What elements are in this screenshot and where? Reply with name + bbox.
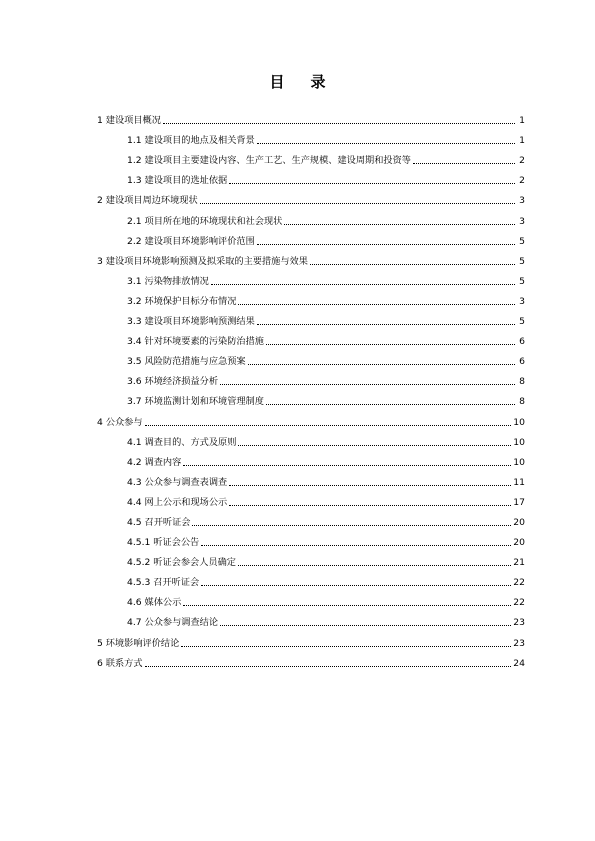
toc-entry[interactable] [97, 107, 525, 127]
toc-entry-page-number: 6 [519, 356, 525, 368]
toc-entry[interactable] [97, 328, 525, 348]
toc-entry-title: 3 建设项目环境影响预测及拟采取的主要措施与效果 [97, 255, 308, 267]
toc-entry[interactable] [97, 449, 525, 469]
toc-dot-leader [257, 143, 515, 144]
toc-entry[interactable] [97, 368, 525, 388]
toc-entry-page-number: 21 [513, 557, 525, 569]
toc-entry-page-number: 23 [513, 617, 525, 629]
toc-entry-page-number: 22 [513, 597, 525, 609]
toc-dot-leader [266, 404, 515, 405]
toc-entry-page-number: 6 [519, 336, 525, 348]
toc-entry-page-number: 23 [513, 637, 525, 649]
toc-entry-page-number: 8 [519, 376, 525, 388]
toc-entry-page-number: 10 [513, 436, 525, 448]
toc-entry-page-number: 8 [519, 396, 525, 408]
toc-entry[interactable] [97, 529, 525, 549]
toc-dot-leader [192, 525, 511, 526]
toc-entry-title: 1.1 建设项目的地点及相关背景 [127, 135, 255, 147]
toc-entry[interactable] [97, 228, 525, 248]
toc-entry-title: 3.1 污染物排放情况 [127, 275, 209, 287]
toc-dot-leader [413, 163, 515, 164]
toc-entry[interactable] [97, 127, 525, 147]
toc-entry-page-number: 3 [519, 295, 525, 307]
toc-dot-leader [183, 605, 511, 606]
title-char-2: 录 [310, 73, 326, 91]
toc-dot-leader [284, 224, 515, 225]
toc-entry-title: 4 公众参与 [97, 416, 143, 428]
table-of-contents [97, 107, 525, 670]
toc-entry-title: 2 建设项目周边环境现状 [97, 195, 198, 207]
toc-dot-leader [238, 304, 515, 305]
toc-entry-page-number: 1 [519, 135, 525, 147]
toc-entry-page-number: 3 [519, 195, 525, 207]
toc-entry-page-number: 20 [513, 537, 525, 549]
toc-entry[interactable] [97, 268, 525, 288]
toc-entry-page-number: 22 [513, 577, 525, 589]
toc-entry-page-number: 5 [519, 316, 525, 328]
toc-entry[interactable] [97, 429, 525, 449]
toc-entry-title: 4.4 网上公示和现场公示 [127, 496, 228, 508]
toc-entry-page-number: 20 [513, 516, 525, 528]
toc-entry-page-number: 3 [519, 215, 525, 227]
toc-dot-leader [266, 344, 515, 345]
toc-entry-title: 1.3 建设项目的选址依据 [127, 175, 228, 187]
toc-dot-leader [200, 203, 515, 204]
toc-dot-leader [220, 384, 515, 385]
toc-dot-leader [229, 505, 511, 506]
toc-entry-title: 4.6 媒体公示 [127, 597, 182, 609]
toc-entry-title: 4.2 调查内容 [127, 456, 182, 468]
toc-dot-leader [310, 264, 515, 265]
toc-entry-page-number: 5 [519, 235, 525, 247]
toc-entry[interactable] [97, 629, 525, 649]
toc-entry-page-number: 2 [519, 155, 525, 167]
toc-entry-page-number: 2 [519, 175, 525, 187]
toc-dot-leader [183, 465, 511, 466]
toc-dot-leader [220, 625, 511, 626]
toc-entry-title: 4.5 召开听证会 [127, 516, 191, 528]
toc-entry-page-number: 11 [513, 476, 525, 488]
toc-entry-title: 5 环境影响评价结论 [97, 637, 180, 649]
title-char-1: 目 [269, 73, 285, 91]
toc-dot-leader [181, 646, 511, 647]
toc-entry[interactable] [97, 187, 525, 207]
toc-entry-title: 4.7 公众参与调查结论 [127, 617, 219, 629]
toc-entry[interactable] [97, 489, 525, 509]
toc-entry[interactable] [97, 469, 525, 489]
toc-entry-page-number: 24 [513, 657, 525, 669]
toc-dot-leader [229, 485, 511, 486]
toc-entry-title: 3.4 针对环境要素的污染防治措施 [127, 336, 264, 348]
toc-dot-leader [248, 364, 515, 365]
toc-entry[interactable] [97, 288, 525, 308]
toc-entry-title: 2.1 项目所在地的环境现状和社会现状 [127, 215, 283, 227]
toc-entry-title: 4.5.2 听证会参会人员确定 [127, 557, 236, 569]
toc-entry-title: 3.3 建设项目环境影响预测结果 [127, 316, 255, 328]
toc-dot-leader [238, 565, 511, 566]
toc-entry-page-number: 5 [519, 275, 525, 287]
toc-entry[interactable] [97, 147, 525, 167]
toc-entry-title: 3.2 环境保护目标分布情况 [127, 295, 237, 307]
toc-entry[interactable] [97, 589, 525, 609]
toc-entry[interactable] [97, 509, 525, 529]
toc-entry-title: 3.7 环境监测计划和环境管理制度 [127, 396, 264, 408]
toc-entry-title: 6 联系方式 [97, 657, 143, 669]
toc-dot-leader [257, 324, 515, 325]
toc-dot-leader [238, 445, 511, 446]
toc-entry-page-number: 10 [513, 456, 525, 468]
toc-entry-title: 3.6 环境经济损益分析 [127, 376, 219, 388]
toc-entry[interactable] [97, 308, 525, 328]
toc-dot-leader [201, 585, 511, 586]
toc-entry-title: 4.3 公众参与调查表调查 [127, 476, 228, 488]
toc-entry[interactable] [97, 207, 525, 227]
toc-entry[interactable] [97, 650, 525, 670]
toc-dot-leader [163, 123, 515, 124]
toc-entry[interactable] [97, 248, 525, 268]
toc-entry-page-number: 17 [513, 496, 525, 508]
toc-entry-title: 4.5.1 听证会公告 [127, 537, 200, 549]
toc-dot-leader [201, 545, 511, 546]
toc-dot-leader [257, 244, 515, 245]
toc-entry[interactable] [97, 569, 525, 589]
toc-entry-page-number: 10 [513, 416, 525, 428]
toc-entry-title: 1 建设项目概况 [97, 115, 161, 127]
toc-entry[interactable] [97, 388, 525, 408]
toc-entry-title: 3.5 风险防范措施与应急预案 [127, 356, 246, 368]
toc-dot-leader [229, 183, 515, 184]
toc-entry-title: 4.5.3 召开听证会 [127, 577, 200, 589]
toc-dot-leader [145, 425, 512, 426]
toc-entry[interactable] [97, 167, 525, 187]
toc-dot-leader [145, 666, 512, 667]
page-title [0, 71, 595, 92]
toc-entry-title: 2.2 建设项目环境影响评价范围 [127, 235, 255, 247]
toc-dot-leader [211, 284, 515, 285]
toc-entry-page-number: 1 [519, 115, 525, 127]
toc-entry-title: 1.2 建设项目主要建设内容、生产工艺、生产规模、建设周期和投资等 [127, 155, 411, 167]
toc-entry[interactable] [97, 609, 525, 629]
toc-entry[interactable] [97, 348, 525, 368]
toc-entry-page-number: 5 [519, 255, 525, 267]
toc-entry[interactable] [97, 549, 525, 569]
toc-entry[interactable] [97, 408, 525, 428]
toc-entry-title: 4.1 调查目的、方式及原则 [127, 436, 237, 448]
